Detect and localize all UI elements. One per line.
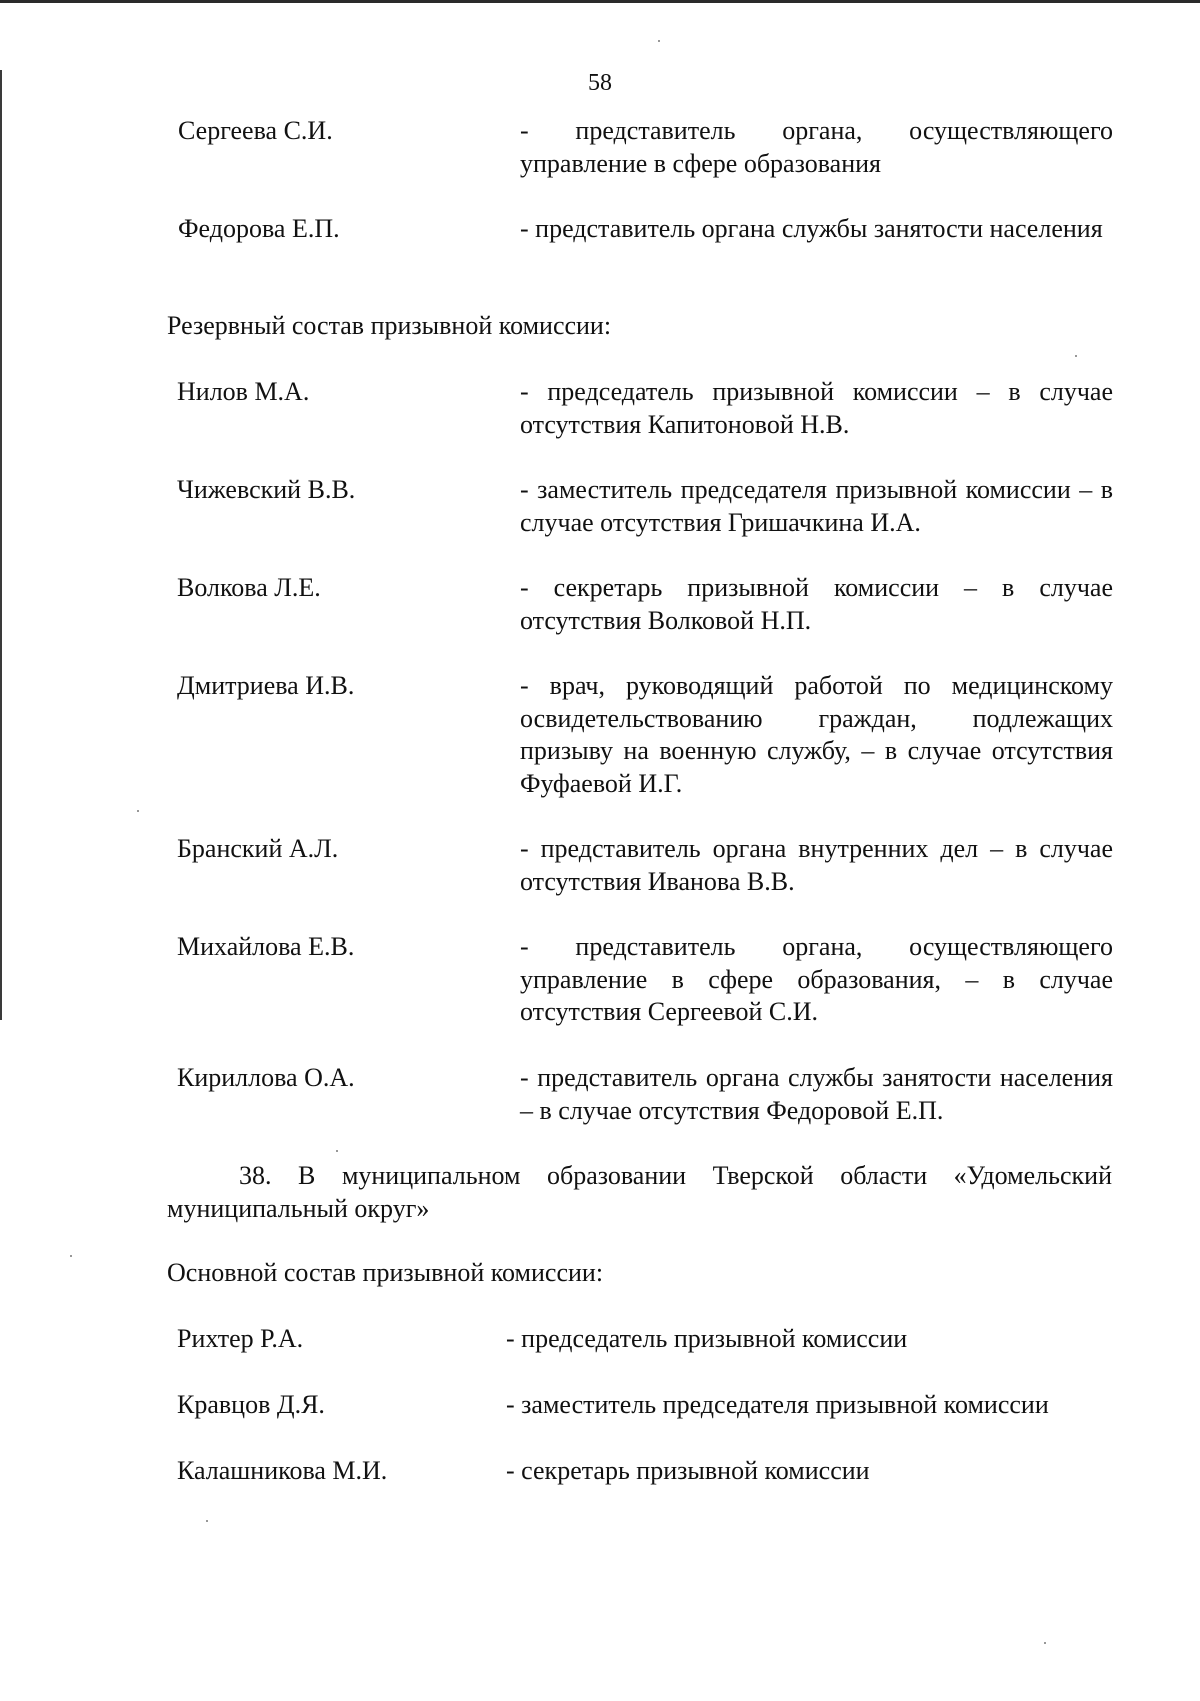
- scan-speck: [1044, 1642, 1046, 1644]
- person-name: Дмитриева И.В.: [177, 671, 355, 700]
- person-role: - представитель органа, осуществляющего управление в сфере образования, – в случае отсутствия Сергеевой С.И.: [520, 932, 1113, 1026]
- scan-speck: [206, 1520, 208, 1522]
- scan-speck: [70, 1255, 72, 1257]
- person-role: - представитель органа службы занятости населения: [520, 214, 1103, 243]
- person-role: - секретарь призывной комиссии: [506, 1456, 870, 1485]
- person-name: Федорова Е.П.: [178, 214, 340, 243]
- person-role: - заместитель председателя призывной комиссии – в случае отсутствия Гришачкина И.А.: [520, 475, 1113, 537]
- scan-border-top: [0, 0, 1200, 3]
- scan-speck: [336, 1150, 338, 1152]
- main-heading: Основной состав призывной комиссии:: [167, 1258, 604, 1287]
- person-name: Сергеева С.И.: [178, 116, 333, 145]
- person-role: - представитель органа службы занятости населения – в случае отсутствия Федоровой Е.П.: [520, 1063, 1113, 1125]
- scan-speck: [658, 40, 660, 42]
- scan-speck: [1075, 355, 1077, 357]
- person-name: Волкова Л.Е.: [177, 573, 321, 602]
- person-role: - представитель органа, осуществляющего управление в сфере образования: [520, 116, 1113, 178]
- person-name: Бранский А.Л.: [177, 834, 339, 863]
- person-name: Кириллова О.А.: [177, 1063, 355, 1092]
- scan-speck: [137, 810, 139, 812]
- person-role: - врач, руководящий работой по медицинскому освидетельствованию граждан, подлежащих призыву на военную службу, – в случае отсутствия Фуфаевой И.Г.: [520, 671, 1113, 798]
- person-name: Калашникова М.И.: [177, 1456, 388, 1485]
- person-role: - председатель призывной комиссии – в случае отсутствия Капитоновой Н.В.: [520, 377, 1113, 439]
- person-role: - представитель органа внутренних дел – в случае отсутствия Иванова В.В.: [520, 834, 1113, 896]
- reserve-heading: Резервный состав призывной комиссии:: [167, 311, 612, 340]
- person-name: Чижевский В.В.: [177, 475, 356, 504]
- person-role: - секретарь призывной комиссии – в случае отсутствия Волковой Н.П.: [520, 573, 1113, 635]
- person-name: Нилов М.А.: [177, 377, 310, 406]
- person-name: Михайлова Е.В.: [177, 932, 355, 961]
- scan-border-left: [0, 70, 2, 1020]
- person-role: - председатель призывной комиссии: [506, 1324, 908, 1353]
- person-name: Рихтер Р.А.: [177, 1324, 304, 1353]
- person-name: Кравцов Д.Я.: [177, 1390, 325, 1419]
- person-role: - заместитель председателя призывной комиссии: [506, 1390, 1049, 1419]
- page-number: 58: [588, 70, 612, 96]
- section-38-paragraph: 38. В муниципальном образовании Тверской области «Удомельский муниципальный округ»: [167, 1161, 1112, 1223]
